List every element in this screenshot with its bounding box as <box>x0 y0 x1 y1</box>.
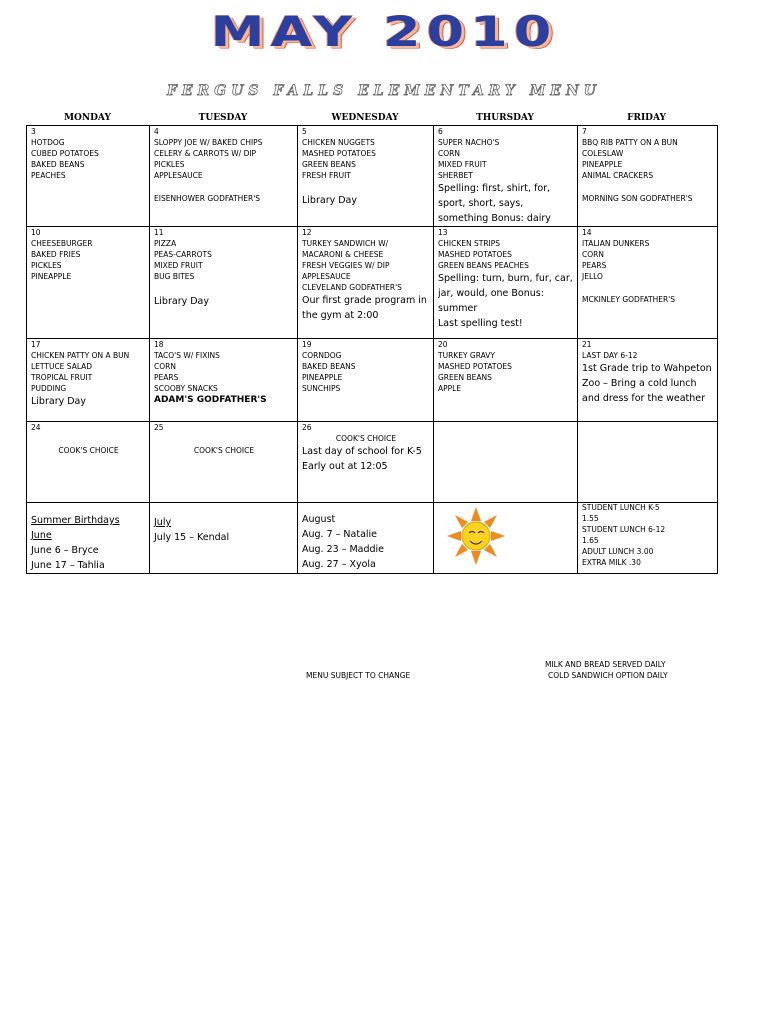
menu-item: SLOPPY JOE W/ BAKED CHIPS <box>154 138 263 147</box>
day-cell <box>578 339 718 422</box>
menu-item: SUNCHIPS <box>302 384 341 393</box>
menu-item: FRESH VEGGIES W/ DIP <box>302 261 390 270</box>
menu-item: PIZZA <box>154 239 177 248</box>
menu-item: CELERY & CARROTS W/ DIP <box>154 149 257 158</box>
menu-item: MACARONI & CHEESE <box>302 250 384 259</box>
menu-change-note: MENU SUBJECT TO CHANGE <box>306 671 411 680</box>
menu-item: CORN <box>154 362 176 371</box>
menu-item: COLESLAW <box>582 149 624 158</box>
day-number: 21 <box>582 340 592 349</box>
day-cell <box>434 227 578 339</box>
menu-item: PEACHES <box>31 171 66 180</box>
day-number: 20 <box>438 340 448 349</box>
birthdays-heading: Summer Birthdays <box>31 515 120 526</box>
day-number: 4 <box>154 127 159 136</box>
class-note: Last spelling test! <box>438 318 523 329</box>
menu-item: PEARS <box>582 261 607 270</box>
day-cell <box>27 227 150 339</box>
day-cell <box>578 126 718 227</box>
week-row <box>27 339 718 422</box>
day-number: 24 <box>31 423 41 432</box>
birthday-entry: Aug. 27 – Xyola <box>302 559 376 570</box>
day-number: 12 <box>302 228 312 237</box>
birthdays-month-label: August <box>302 514 336 525</box>
day-number: 26 <box>302 423 312 432</box>
menu-item: BAKED BEANS <box>302 362 356 371</box>
prices-cell <box>578 503 718 574</box>
day-header-thursday: THURSDAY <box>476 113 534 123</box>
menu-item: PICKLES <box>31 261 62 270</box>
price-line: 1.65 <box>582 536 599 545</box>
birthday-entry: June 6 – Bryce <box>31 545 99 556</box>
day-cell <box>298 126 434 227</box>
page-title: MAY 2010 <box>210 7 558 57</box>
menu-item: ITALIAN DUNKERS <box>582 239 650 248</box>
menu-item: CHEESEBURGER <box>31 239 93 248</box>
menu-item: TURKEY GRAVY <box>438 351 495 360</box>
menu-item: BAKED FRIES <box>31 250 81 259</box>
day-cell <box>434 339 578 422</box>
day-cell <box>27 339 150 422</box>
milk-bread-note: MILK AND BREAD SERVED DAILY <box>545 660 666 669</box>
menu-item: TROPICAL FRUIT <box>31 373 93 382</box>
menu-item: CORN <box>438 149 460 158</box>
birthday-entry: June 17 – Tahlia <box>31 560 105 571</box>
menu-item: COOK'S CHOICE <box>58 446 119 455</box>
menu-item: PINEAPPLE <box>31 272 72 281</box>
menu-item: LETTUCE SALAD <box>31 362 93 371</box>
day-cell <box>434 422 578 503</box>
day-cell <box>150 126 298 227</box>
class-note: Library Day <box>154 296 209 307</box>
day-cell <box>434 126 578 227</box>
day-cell <box>27 126 150 227</box>
godfathers-note: MCKINLEY GODFATHER'S <box>582 295 675 304</box>
day-header-row <box>26 112 716 126</box>
menu-item: BBQ RIB PATTY ON A BUN <box>582 138 678 147</box>
sun-icon <box>444 506 508 566</box>
price-line: 1.55 <box>582 514 599 523</box>
menu-item: PEARS <box>154 373 179 382</box>
day-cell <box>298 227 434 339</box>
field-trip-note: 1st Grade trip to Wahpeton Zoo – Bring a cold lunch and dress for the weather <box>582 363 712 404</box>
day-number: 17 <box>31 340 41 349</box>
birthday-entry: Aug. 7 – Natalie <box>302 529 378 540</box>
day-number: 10 <box>31 228 41 237</box>
menu-item: HOTDOG <box>31 138 65 147</box>
day-cell <box>150 227 298 339</box>
page-subtitle: FERGUS FALLS ELEMENTARY MENU <box>167 83 601 99</box>
menu-item: SUPER NACHO'S <box>438 138 500 147</box>
day-number: 3 <box>31 127 36 136</box>
menu-item: BAKED BEANS <box>31 160 85 169</box>
day-number: 14 <box>582 228 592 237</box>
class-note: Library Day <box>31 396 86 407</box>
day-number: 18 <box>154 340 164 349</box>
menu-item: CHICKEN STRIPS <box>438 239 501 248</box>
day-header-tuesday: TUESDAY <box>198 113 248 123</box>
class-note: Our first grade program in the gym at 2:00 <box>302 295 427 321</box>
day-number: 11 <box>154 228 164 237</box>
menu-item: MASHED POTATOES <box>302 149 376 158</box>
day-cell <box>298 422 434 503</box>
day-cell <box>150 422 298 503</box>
menu-item: LAST DAY 6-12 <box>582 351 638 360</box>
menu-item: GREEN BEANS <box>438 373 492 382</box>
day-cell <box>578 227 718 339</box>
menu-item: CHICKEN NUGGETS <box>302 138 375 147</box>
birthdays-month-label: July <box>154 517 172 528</box>
menu-item: MASHED POTATOES <box>438 362 512 371</box>
birthdays-month-label: June <box>31 530 52 541</box>
menu-calendar <box>26 125 718 574</box>
birthdays-august-cell <box>298 503 434 574</box>
menu-item: PINEAPPLE <box>582 160 623 169</box>
day-number: 19 <box>302 340 312 349</box>
info-row <box>27 503 718 574</box>
spelling-note: Spelling: first, shirt, for, sport, short, says, something Bonus: dairy <box>438 183 551 224</box>
spelling-note: Spelling: turn, burn, fur, car, jar, would, one Bonus: summer <box>438 273 573 314</box>
menu-item: TACO'S W/ FIXINS <box>154 351 220 360</box>
godfathers-note: MORNING SON GODFATHER'S <box>582 194 693 203</box>
day-number: 13 <box>438 228 448 237</box>
menu-item: SHERBET <box>438 171 473 180</box>
class-note: Last day of school for K-5 <box>302 446 422 457</box>
menu-item: PEAS-CARROTS <box>154 250 212 259</box>
price-line: EXTRA MILK .30 <box>582 558 641 567</box>
day-cell <box>150 339 298 422</box>
day-number: 5 <box>302 127 307 136</box>
menu-item: PICKLES <box>154 160 185 169</box>
price-line: ADULT LUNCH 3.00 <box>582 547 654 556</box>
class-note: Library Day <box>302 195 357 206</box>
birthdays-june-cell <box>27 503 150 574</box>
menu-item: JELLO <box>582 272 603 281</box>
price-line: STUDENT LUNCH K-5 <box>582 503 660 512</box>
menu-item: APPLESAUCE <box>302 272 351 281</box>
sun-cell <box>434 503 578 574</box>
price-line: STUDENT LUNCH 6-12 <box>582 525 666 534</box>
day-cell <box>298 339 434 422</box>
day-cell <box>27 422 150 503</box>
menu-item: COOK'S CHOICE <box>193 446 255 455</box>
menu-item: CORNDOG <box>302 351 342 360</box>
menu-item: BUG BITES <box>154 272 195 281</box>
day-header-friday: FRIDAY <box>627 113 666 123</box>
menu-item: APPLESAUCE <box>154 171 203 180</box>
birthday-entry: Aug. 23 – Maddie <box>302 544 385 555</box>
menu-item: PUDDING <box>31 384 67 393</box>
cold-sandwich-note: COLD SANDWICH OPTION DAILY <box>548 671 668 680</box>
menu-item: APPLE <box>438 384 462 393</box>
menu-item: CORN <box>582 250 604 259</box>
day-header-monday: MONDAY <box>64 113 111 123</box>
birthdays-july-cell <box>150 503 298 574</box>
week-row <box>27 126 718 227</box>
day-cell <box>578 422 718 503</box>
menu-item: ANIMAL CRACKERS <box>582 171 654 180</box>
menu-item: GREEN BEANS PEACHES <box>438 261 529 270</box>
birthday-entry: July 15 – Kendal <box>154 532 230 543</box>
week-row <box>27 227 718 339</box>
menu-item: GREEN BEANS <box>302 160 356 169</box>
class-note: Early out at 12:05 <box>302 461 388 472</box>
day-number: 25 <box>154 423 164 432</box>
menu-item: COOK'S CHOICE <box>335 434 397 443</box>
godfathers-note: EISENHOWER GODFATHER'S <box>154 194 261 203</box>
menu-item: SCOOBY SNACKS <box>154 384 218 393</box>
week-row <box>27 422 718 503</box>
menu-item: MIXED FRUIT <box>438 160 487 169</box>
menu-item: CUBED POTATOES <box>31 149 99 158</box>
day-number: 7 <box>582 127 587 136</box>
menu-item: CHICKEN PATTY ON A BUN <box>31 351 130 360</box>
godfathers-note: ADAM'S GODFATHER'S <box>154 395 267 405</box>
day-number: 6 <box>438 127 443 136</box>
menu-item: MASHED POTATOES <box>438 250 512 259</box>
godfathers-note: CLEVELAND GODFATHER'S <box>302 283 402 292</box>
menu-item: PINEAPPLE <box>302 373 343 382</box>
menu-item: TURKEY SANDWICH W/ <box>302 239 389 248</box>
day-header-wednesday: WEDNESDAY <box>331 113 399 123</box>
menu-item: FRESH FRUIT <box>302 171 351 180</box>
menu-item: MIXED FRUIT <box>154 261 203 270</box>
